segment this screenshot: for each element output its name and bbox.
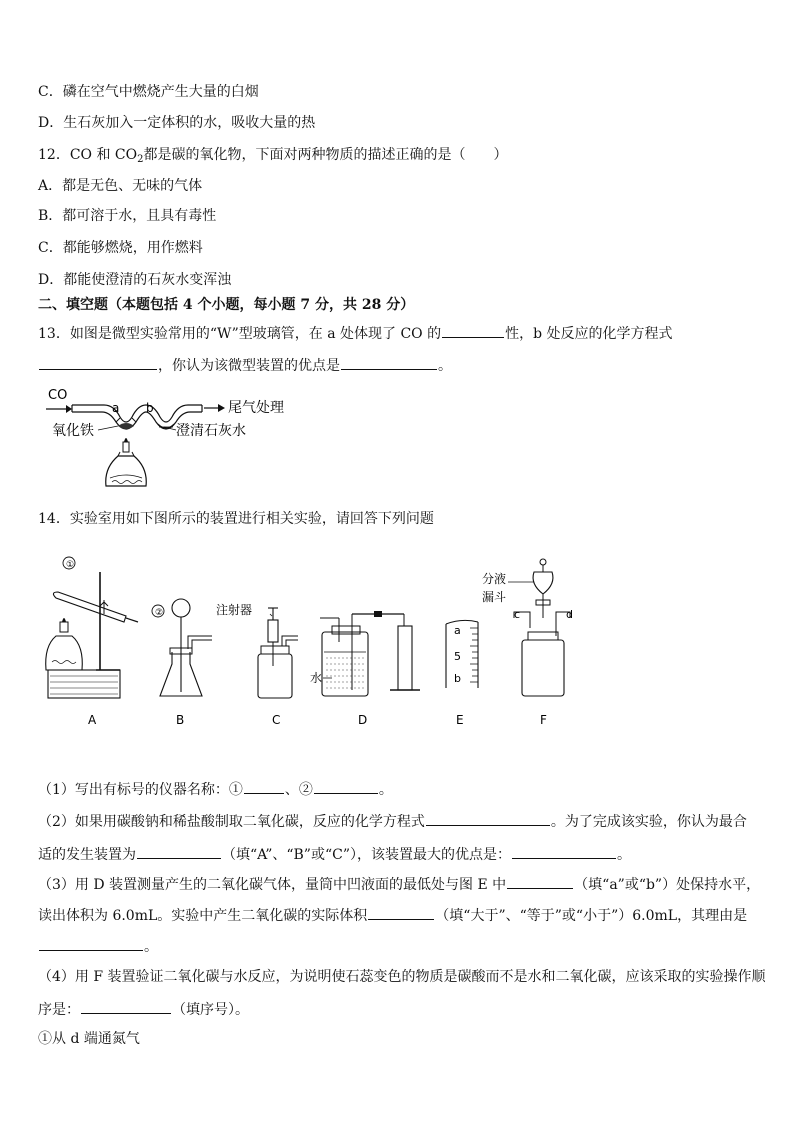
label-e: E (456, 713, 464, 727)
q14-part-2-line-2 (38, 843, 758, 865)
apparatus-c (216, 603, 298, 727)
apparatus-e (446, 620, 478, 727)
q14-p2-text-1: （2）如果用碳酸钠和稀盐酸制取二氧化碳，反应的化学方程式 (38, 814, 425, 830)
syringe-label: 注射器 (216, 603, 253, 617)
q14-p2-blank-2[interactable] (137, 843, 221, 859)
q14-p3-blank-3[interactable] (39, 935, 143, 951)
q14-p1-blank-2[interactable] (314, 778, 378, 794)
q14-p1-text-2: 、② (284, 782, 313, 798)
apparatus-d (310, 611, 420, 727)
q14-p3-blank-2[interactable] (368, 904, 434, 920)
label-circled-1: ① (66, 560, 75, 570)
q14-p3-blank-1[interactable] (507, 873, 573, 889)
q14-part-4-line-1: （4）用 F 装置验证二氧化碳与水反应，为说明使石蕊变色的物质是碳酸而不是水和二氧化碳，应该采取的实验操作顺 (38, 969, 766, 985)
funnel-label-2: 漏斗 (482, 590, 507, 604)
q14-p4-blank-1[interactable] (81, 998, 171, 1014)
q12-option-a: A．都是无色、无味的气体 (38, 178, 203, 194)
scale-5-label: 5 (454, 650, 461, 663)
q12-option-c: C．都能够燃烧，用作燃料 (38, 240, 203, 256)
tail-gas-label: 尾气处理 (228, 400, 284, 416)
q13-blank-3[interactable] (341, 354, 437, 370)
apparatus-f (482, 559, 573, 727)
iron-oxide-label: 氧化铁 (52, 423, 94, 439)
q14-p2-blank-3[interactable] (512, 843, 616, 859)
q14-part-2-line-1 (38, 810, 758, 832)
q11-option-c: C．磷在空气中燃烧产生大量的白烟 (38, 84, 259, 100)
scale-a-label: a (454, 624, 461, 637)
q14-part-3-line-2 (38, 904, 758, 926)
q14-step-1: ①从 d 端通氮气 (38, 1031, 140, 1047)
q13-blank-1[interactable] (442, 322, 504, 338)
q14-part-4-line-2 (38, 998, 758, 1020)
q14-part-1 (38, 778, 758, 800)
funnel-label-1: 分液 (482, 572, 507, 586)
q14-p3-text-4: （填“大于”、“等于”或“小于”）6.0mL，其理由是 (435, 908, 748, 924)
q14-p2-text-5: 。 (617, 847, 631, 863)
point-b-label: b (146, 401, 154, 415)
q13-text-2: 性，b 处反应的化学方程式 (505, 326, 673, 342)
q13-line-2 (38, 354, 758, 376)
q14-p2-text-2: 。为了完成该实验，你认为最合 (550, 814, 747, 830)
q13-text-4: 。 (438, 358, 452, 374)
q14-part-3-line-3 (38, 935, 758, 957)
label-d: D (358, 713, 368, 727)
q14-stem: 14．实验室用如下图所示的装置进行相关实验，请回答下列问题 (38, 511, 434, 527)
q14-p3-text-1: （3）用 D 装置测量产生的二氧化碳气体，量筒中凹液面的最低处与图 E 中 (38, 877, 507, 893)
q14-p3-text-5: 。 (144, 939, 158, 955)
co-label: CO (48, 388, 68, 403)
point-a-label: a (112, 401, 120, 415)
q14-part-3-line-1 (38, 873, 761, 895)
label-b: B (176, 713, 185, 727)
section-2-heading: 二、填空题（本题包括 4 个小题，每小题 7 分，共 28 分） (38, 297, 415, 313)
scale-b-label: b (454, 672, 461, 685)
q12-stem (38, 145, 758, 170)
port-c-label: c (514, 608, 521, 621)
q12-stem-part2: 都是碳的氧化物，下面对两种物质的描述正确的是（ ） (143, 147, 508, 163)
q12-option-b: B．都可溶于水，且具有毒性 (38, 208, 217, 224)
q11-option-d: D．生石灰加入一定体积的水，吸收大量的热 (38, 115, 316, 131)
q13-line-1 (38, 322, 758, 344)
label-f: F (540, 713, 547, 727)
q14-p1-text-1: （1）写出有标号的仪器名称：① (38, 782, 243, 798)
q14-p1-text-3: 。 (378, 782, 393, 798)
q14-p2-text-3: 适的发生装置为 (38, 847, 136, 863)
q14-p4-text-2: （填序号）。 (172, 1002, 249, 1018)
q13-text-1: 13．如图是微型实验常用的“W”型玻璃管，在 a 处体现了 CO 的 (38, 326, 442, 342)
q12-stem-subscript: 2 (137, 154, 144, 165)
q13-blank-2[interactable] (39, 354, 157, 370)
w-tube-figure (40, 382, 300, 500)
q13-text-3: ，你认为该微型装置的优点是 (158, 358, 340, 374)
label-c: C (272, 713, 281, 727)
q14-p3-text-3: 读出体积为 6.0mL。实验中产生二氧化碳的实际体积 (38, 908, 368, 924)
label-a: A (88, 713, 97, 727)
q14-p2-blank-1[interactable] (426, 810, 550, 826)
q14-p2-text-4: （填“A”、“B”或“C”），该装置最大的优点是： (222, 847, 511, 863)
q14-p4-text-1: 序是： (38, 1002, 80, 1018)
q14-apparatus-figure (40, 552, 580, 734)
label-circled-2: ② (155, 608, 164, 618)
q12-option-d: D．都能使澄清的石灰水变浑浊 (38, 272, 232, 288)
q14-p3-text-2: （填“a”或“b”）处保持水平， (574, 877, 761, 893)
q12-stem-part1: 12．CO 和 CO (38, 147, 138, 163)
port-d-label: d (566, 608, 573, 621)
water-label: 水 (310, 671, 323, 685)
limewater-label: 澄清石灰水 (176, 423, 246, 439)
apparatus-a (46, 557, 138, 727)
q14-p1-blank-1[interactable] (244, 778, 284, 794)
apparatus-b (152, 599, 212, 727)
